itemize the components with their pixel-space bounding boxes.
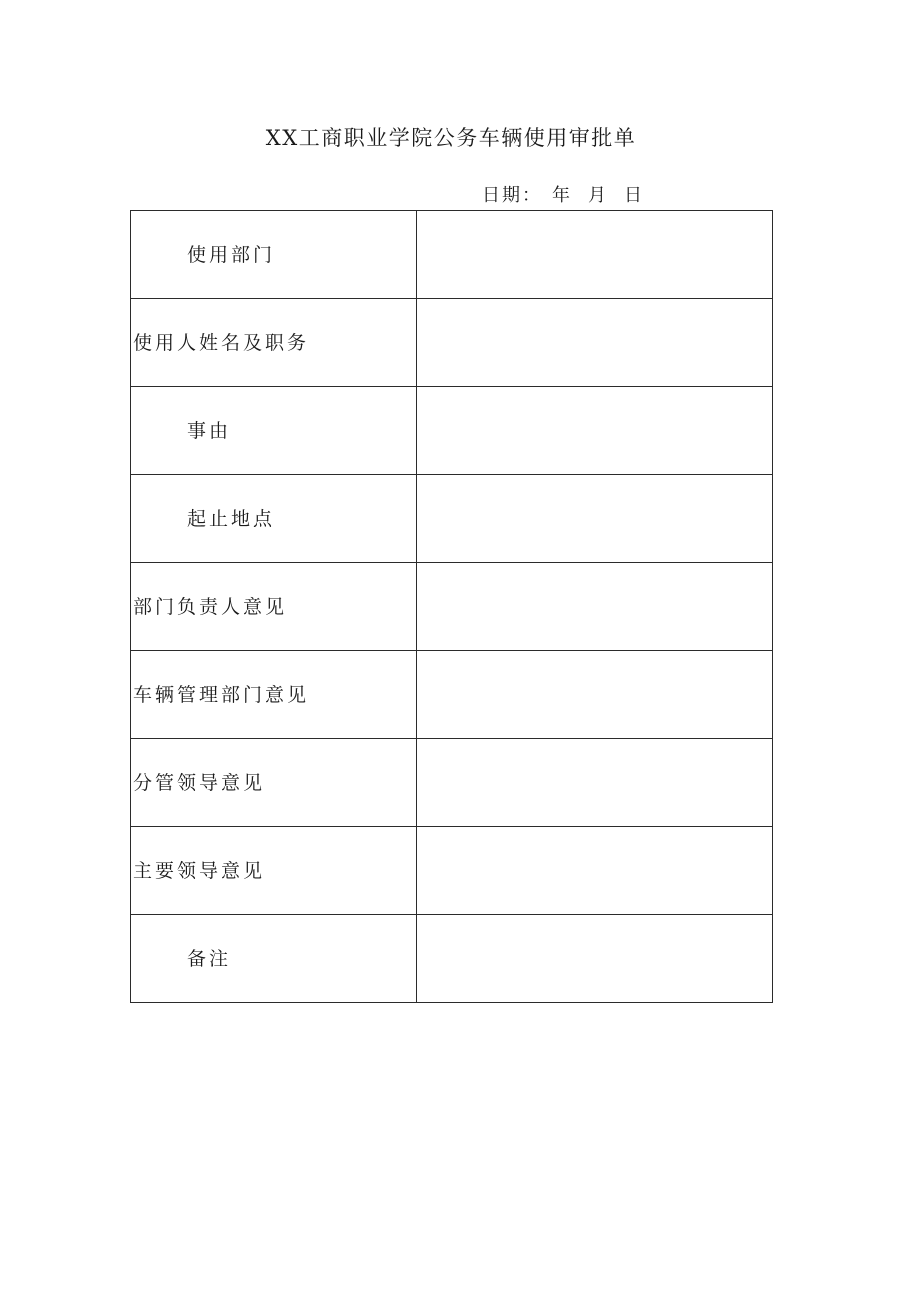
form-row-department [131,211,773,299]
date-label: 日期： [482,185,542,206]
date-day-label: 日 [624,185,644,206]
row-label-principal-leader-opinion: 主要领导意见 [131,827,417,915]
date-year-label: 年 [552,185,572,206]
form-row-reason [131,387,773,475]
form-row-route [131,475,773,563]
row-value-dept-head-opinion[interactable] [417,563,773,651]
row-label-supervising-leader-opinion: 分管领导意见 [131,739,417,827]
row-value-principal-leader-opinion[interactable] [417,827,773,915]
row-value-reason[interactable] [417,387,773,475]
row-label-department: 使用部门 [131,211,417,299]
row-label-vehicle-mgmt-opinion: 车辆管理部门意见 [131,651,417,739]
date-line [482,183,644,209]
date-month-label: 月 [588,185,608,206]
row-value-department[interactable] [417,211,773,299]
document-title: XX工商职业学院公务车辆使用审批单 [265,126,637,150]
row-label-dept-head-opinion: 部门负责人意见 [131,563,417,651]
form-row-dept-head-opinion [131,563,773,651]
row-label-route: 起止地点 [131,475,417,563]
form-row-principal-leader-opinion [131,827,773,915]
approval-form-table [130,210,773,1003]
form-row-supervising-leader-opinion [131,739,773,827]
row-label-user-name-title: 使用人姓名及职务 [131,299,417,387]
row-label-remarks: 备注 [131,915,417,1003]
row-value-remarks[interactable] [417,915,773,1003]
row-value-vehicle-mgmt-opinion[interactable] [417,651,773,739]
form-row-remarks [131,915,773,1003]
row-value-route[interactable] [417,475,773,563]
row-value-user-name-title[interactable] [417,299,773,387]
form-row-user-name-title [131,299,773,387]
form-row-vehicle-mgmt-opinion [131,651,773,739]
row-value-supervising-leader-opinion[interactable] [417,739,773,827]
row-label-reason: 事由 [131,387,417,475]
